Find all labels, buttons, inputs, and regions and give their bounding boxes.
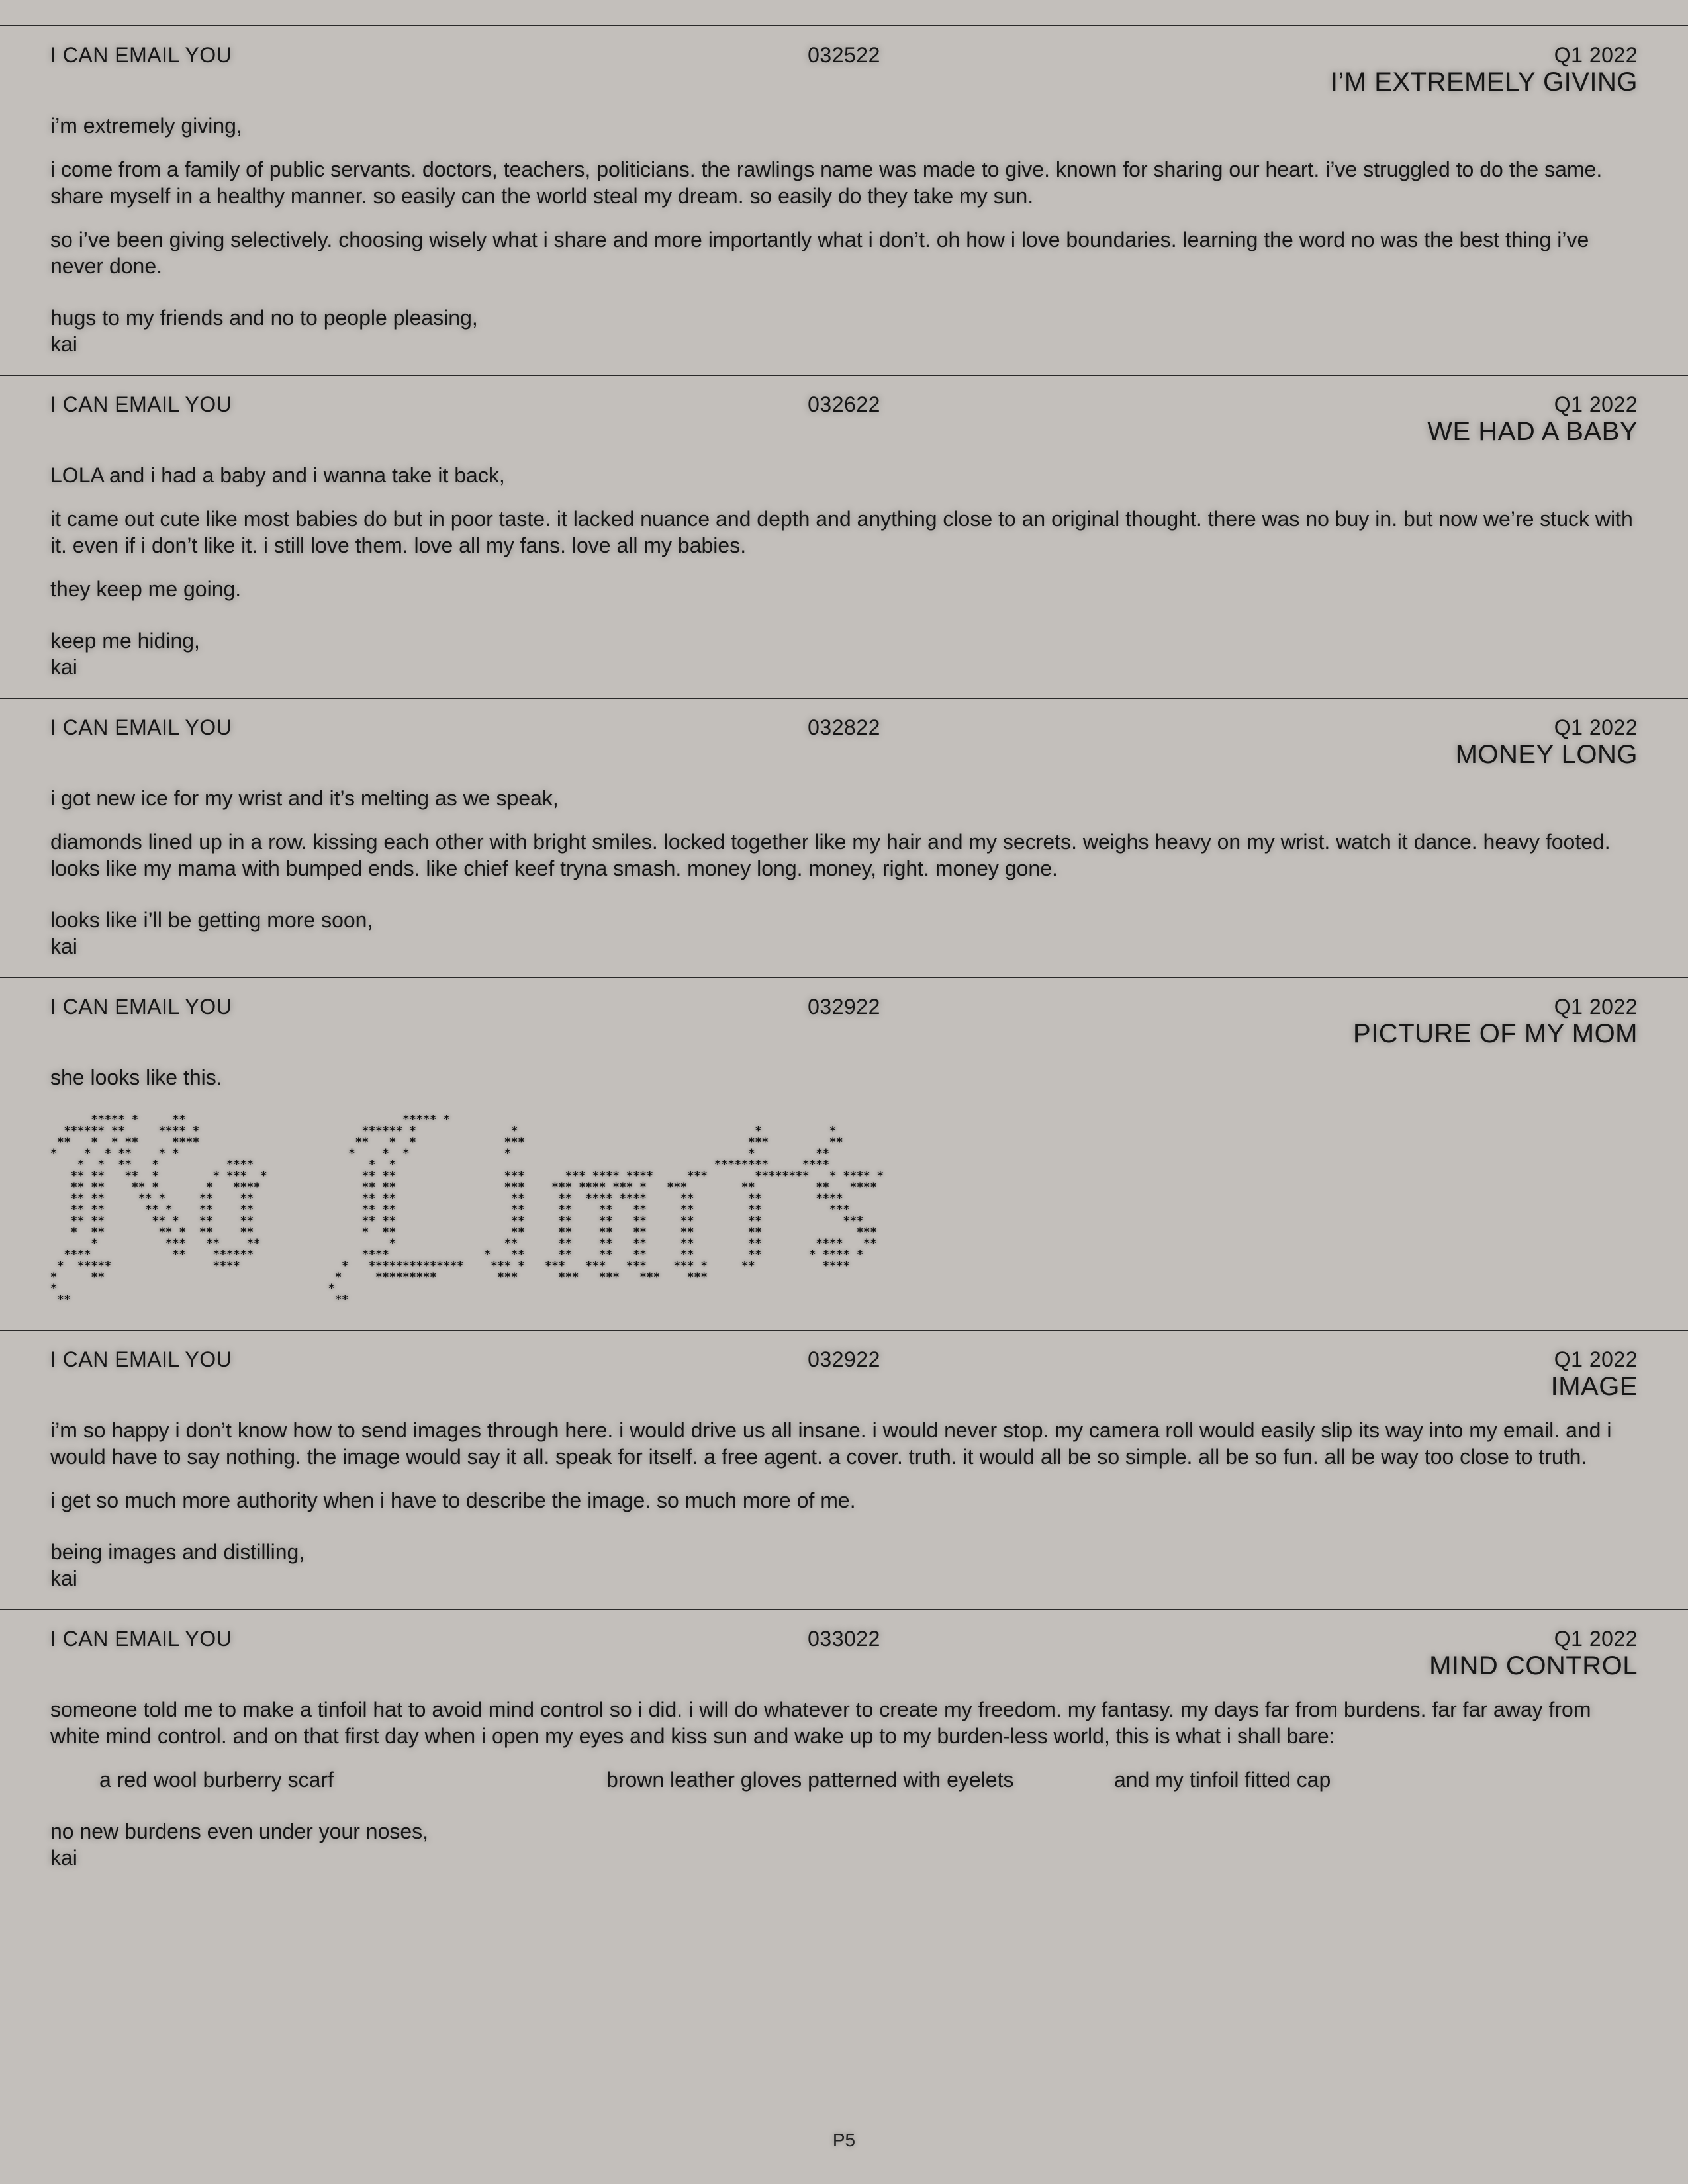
letter-signoff-block bbox=[50, 1818, 1638, 1871]
letter-entry bbox=[0, 376, 1688, 699]
letter-series-label: I CAN EMAIL YOU bbox=[50, 43, 232, 67]
letter-date-code: 032922 bbox=[808, 995, 880, 1019]
letter-quarter: Q1 2022 bbox=[1554, 1347, 1638, 1371]
letter-signoff-block bbox=[50, 1539, 1638, 1592]
letter-date-code: 032622 bbox=[808, 392, 880, 416]
letter-quarter: Q1 2022 bbox=[1554, 715, 1638, 739]
letter-signature: kai bbox=[50, 655, 77, 679]
letter-entry bbox=[0, 1331, 1688, 1610]
letter-signoff: being images and distilling, bbox=[50, 1540, 305, 1564]
letter-quarter: Q1 2022 bbox=[1554, 995, 1638, 1019]
letter-paragraph: someone told me to make a tinfoil hat to avoid mind control so i did. i will do whatever to create my freedom. my fantasy. my days far from burdens. far far away from white mind control. and on that first day when i open my eyes and kiss sun and wake up to my burden-less world, this is what i shall bare: bbox=[50, 1698, 1591, 1748]
letter-entry bbox=[0, 1610, 1688, 1888]
letter-series-label: I CAN EMAIL YOU bbox=[50, 392, 232, 416]
letter-paragraph: they keep me going. bbox=[50, 577, 242, 601]
letter-date-code: 033022 bbox=[808, 1627, 880, 1651]
letter-signoff: hugs to my friends and no to people pleasing, bbox=[50, 306, 478, 330]
letter-entry bbox=[0, 978, 1688, 1331]
letter-paragraph: i’m so happy i don’t know how to send images through here. i would drive us all insane. i would never stop. my camera roll would easily slip its way into my email. and i would have to say nothing. the image would say it all. speak for itself. a free agent. a cover. truth. it would all be so simple. all be so fun. all be way too close to truth. bbox=[50, 1418, 1612, 1469]
letter-date-code: 032822 bbox=[808, 715, 880, 739]
letter-title: I’M EXTREMELY GIVING bbox=[1330, 68, 1638, 97]
letter-title: MIND CONTROL bbox=[1429, 1651, 1638, 1680]
letter-header bbox=[50, 393, 1638, 416]
item-list bbox=[50, 1766, 1638, 1793]
letter-paragraph: she looks like this. bbox=[50, 1066, 222, 1089]
letter-paragraph: LOLA and i had a baby and i wanna take it back, bbox=[50, 463, 505, 487]
letter-paragraph: i got new ice for my wrist and it’s melting as we speak, bbox=[50, 786, 559, 810]
letter-series-label: I CAN EMAIL YOU bbox=[50, 1627, 232, 1651]
letter-signoff-block bbox=[50, 304, 1638, 357]
letter-entry bbox=[0, 699, 1688, 978]
top-divider bbox=[0, 0, 1688, 26]
letter-signoff: keep me hiding, bbox=[50, 629, 200, 653]
letter-title: IMAGE bbox=[1550, 1372, 1638, 1401]
letter-signoff: no new burdens even under your noses, bbox=[50, 1819, 429, 1843]
letter-paragraph: i come from a family of public servants. doctors, teachers, politicians. the rawlings name was made to give. known for sharing our heart. i’ve struggled to do the same. share myself in a healthy manner. so easily can the world steal my dream. so easily do they take my sun. bbox=[50, 158, 1603, 208]
letter-series-label: I CAN EMAIL YOU bbox=[50, 995, 232, 1019]
list-item: brown leather gloves patterned with eyelets bbox=[606, 1768, 1014, 1792]
letter-date-code: 032922 bbox=[808, 1347, 880, 1371]
list-item: a red wool burberry scarf bbox=[99, 1768, 334, 1792]
letter-signature: kai bbox=[50, 1567, 77, 1590]
letter-header bbox=[50, 716, 1638, 739]
letter-signature: kai bbox=[50, 332, 77, 356]
letter-signoff-block bbox=[50, 627, 1638, 680]
letter-title: WE HAD A BABY bbox=[1427, 417, 1638, 446]
letter-signoff-block bbox=[50, 907, 1638, 960]
letter-entry bbox=[0, 26, 1688, 376]
ascii-art-image: ***** * ** ***** * ****** ** **** * ****** * * * * ** * * ** **** ** * * *** *** ** * * * ** * * * * * * * ** * * ** * **** * * ******** **** ** ** ** * * *** * ** ** *** *** **** **** *** ******** * **** * ** ** ** * * **** ** ** *** *** **** *** * *** ** ** **** ** ** ** * ** ** ** ** ** ** **** **** ** ** **** ** ** ** * ** ** ** ** ** ** ** ** ** ** *** ** ** ** * ** ** ** ** ** ** ** ** ** ** *** * ** ** * ** ** * ** ** ** ** ** ** ** *** * *** ** ** * ** ** ** ** ** ** **** ** **** ** ****** **** * ** ** ** ** ** ** * **** * * ***** **** * ************** *** * *** *** *** *** * ** **** * ** * ********* *** *** *** *** *** * * ** ** bbox=[50, 1113, 884, 1306]
letter-title: PICTURE OF MY MOM bbox=[1353, 1019, 1638, 1048]
letter-quarter: Q1 2022 bbox=[1554, 43, 1638, 67]
letter-series-label: I CAN EMAIL YOU bbox=[50, 715, 232, 739]
letter-header bbox=[50, 1348, 1638, 1371]
letter-signature: kai bbox=[50, 934, 77, 958]
letter-header bbox=[50, 1627, 1638, 1650]
letter-paragraph: diamonds lined up in a row. kissing each other with bright smiles. locked together like my hair and my secrets. weighs heavy on my wrist. watch it dance. heavy footed. looks like my mama with bumped ends. like chief keef tryna smash. money long. money, right. money gone. bbox=[50, 830, 1611, 880]
letter-paragraph: i get so much more authority when i have to describe the image. so much more of me. bbox=[50, 1488, 856, 1512]
letter-title: MONEY LONG bbox=[1455, 740, 1638, 769]
letter-paragraph: i’m extremely giving, bbox=[50, 114, 242, 138]
letter-signature: kai bbox=[50, 1846, 77, 1870]
letter-quarter: Q1 2022 bbox=[1554, 392, 1638, 416]
letter-date-code: 032522 bbox=[808, 43, 880, 67]
page-number: P5 bbox=[832, 2130, 856, 2150]
letter-quarter: Q1 2022 bbox=[1554, 1627, 1638, 1651]
letter-paragraph: so i’ve been giving selectively. choosing wisely what i share and more importantly what i don’t. oh how i love boundaries. learning the word no was the best thing i’ve never done. bbox=[50, 228, 1589, 278]
letter-series-label: I CAN EMAIL YOU bbox=[50, 1347, 232, 1371]
letter-signoff: looks like i’ll be getting more soon, bbox=[50, 908, 373, 932]
letter-paragraph: it came out cute like most babies do but in poor taste. it lacked nuance and depth and anything close to an original thought. there was no buy in. but now we’re stuck with it. even if i don’t like it. i still love them. love all my fans. love all my babies. bbox=[50, 507, 1633, 557]
list-item: and my tinfoil fitted cap bbox=[1114, 1768, 1331, 1792]
letter-header bbox=[50, 995, 1638, 1018]
letter-header bbox=[50, 44, 1638, 66]
